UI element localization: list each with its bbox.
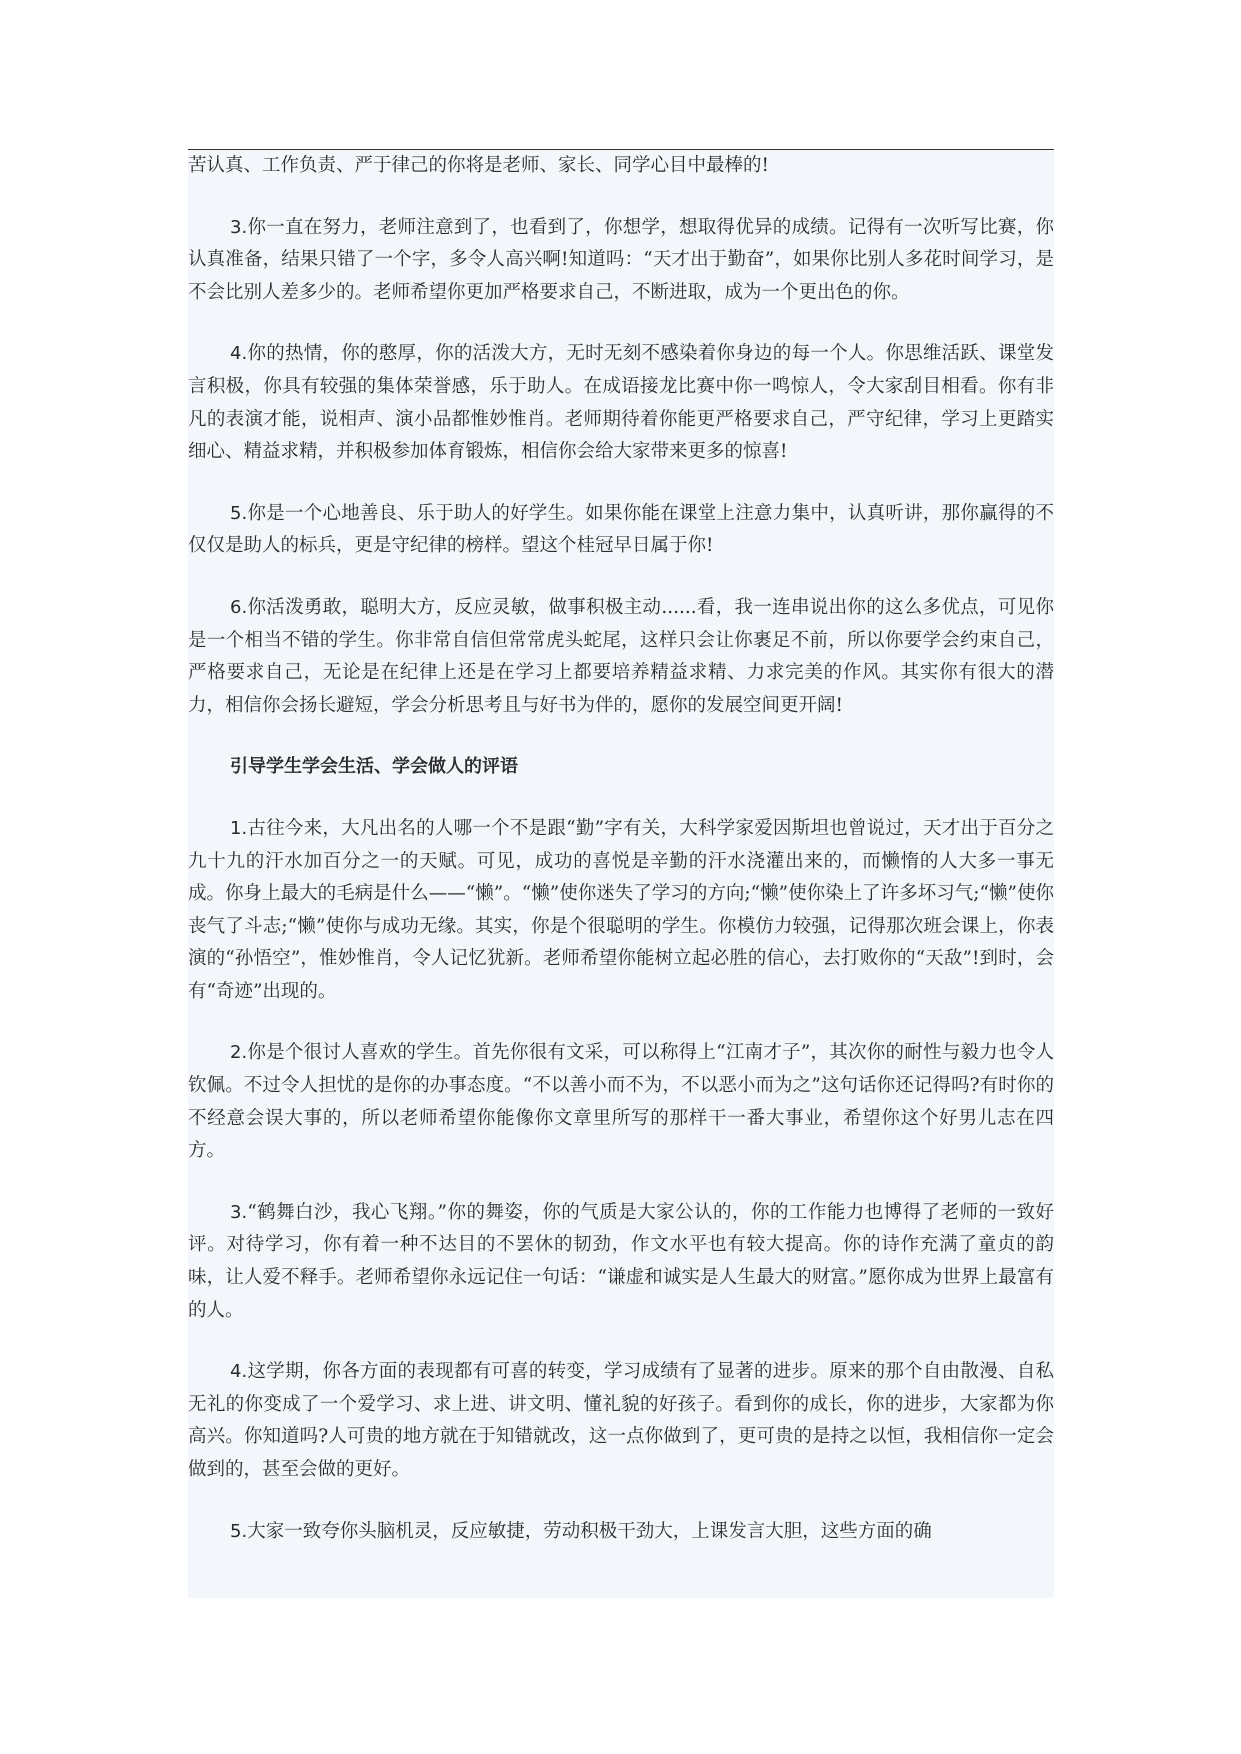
life-comment-paragraph-1 (188, 813, 1054, 1009)
comment-text: 你是一个心地善良、乐于助人的好学生。如果你能在课堂上注意力集中，认真听讲，那你赢得的不仅仅是助人的标兵，更是守纪律的榜样。望这个桂冠早日属于你! (188, 502, 1054, 557)
paragraph-gap (188, 309, 1054, 338)
comment-text: 这学期，你各方面的表现都有可喜的转变，学习成绩有了显著的进步。原来的那个自由散漫、自私无礼的你变成了一个爱学习、求上进、讲文明、懂礼貌的好孩子。看到你的成长，你的进步，大家都为你高兴。你知道吗?人可贵的地方就在于知错就改，这一点你做到了，更可贵的是持之以恒，我相信你一定会做到的，甚至会做的更好。 (188, 1361, 1054, 1480)
item-number: 6. (230, 596, 248, 618)
item-number: 5. (230, 502, 248, 524)
item-number: 4. (230, 1361, 248, 1383)
section-heading: 引导学生学会生活、学会做人的评语 (230, 756, 518, 778)
paragraph-gap (188, 1168, 1054, 1197)
item-number: 2. (230, 1042, 248, 1064)
paragraph-gap (188, 722, 1054, 751)
comment-text: 你的热情，你的憨厚，你的活泼大方，无时无刻不感染着你身边的每一个人。你思维活跃、课堂发言积极，你具有较强的集体荣誉感，乐于助人。在成语接龙比赛中你一鸣惊人，令大家刮目相看。你有非凡的表演才能，说相声、演小品都惟妙惟肖。老师期待着你能更严格要求自己，严守纪律，学习上更踏实细心、精益求精，并积极参加体育锻炼，相信你会给大家带来更多的惊喜! (188, 343, 1054, 463)
paragraph-gap (188, 1327, 1054, 1356)
comment-paragraph-4 (188, 338, 1054, 468)
life-comment-paragraph-2 (188, 1037, 1054, 1167)
comment-paragraph-3 (188, 212, 1054, 310)
life-comment-paragraph-3 (188, 1197, 1054, 1327)
paragraph-gap (188, 1008, 1054, 1037)
paragraph-gap (188, 183, 1054, 212)
comment-text: 古往今来，大凡出名的人哪一个不是跟“勤”字有关，大科学家爱因斯坦也曾说过，天才出于百分之九十九的汗水加百分之一的天赋。可见，成功的喜悦是辛勤的汗水浇灌出来的，而懒惰的人大多一事无成。你身上最大的毛病是什么——“懒”。“懒”使你迷失了学习的方向;“懒”使你染上了许多坏习气;“懒”使你丧气了斗志;“懒”使你与成功无缘。其实，你是个很聪明的学生。你模仿力较强，记得那次班会课上，你表演的“孙悟空”，惟妙惟肖，令人记忆犹新。老师希望你能树立起必胜的信心，去打败你的“天敌”!到时，会有“奇迹”出现的。 (188, 817, 1054, 1002)
document-body (188, 150, 1054, 1598)
comment-text: “鹤舞白沙，我心飞翔。”你的舞姿，你的气质是大家公认的，你的工作能力也博得了老师的一致好评。对待学习，你有着一种不达目的不罢休的韧劲，作文水平也有较大提高。你的诗作充满了童贞的韵味，让人爱不释手。老师希望你永远记住一句话：“谦虚和诚实是人生最大的财富。”愿你成为世界上最富有的人。 (188, 1201, 1054, 1321)
item-number: 1. (230, 817, 248, 839)
item-number: 4. (230, 343, 248, 365)
item-number: 5. (230, 1520, 248, 1542)
paragraph-gap (188, 1487, 1054, 1516)
item-number: 3. (230, 1201, 248, 1223)
item-number: 3. (230, 216, 248, 238)
comment-text: 你是个很讨人喜欢的学生。首先你很有文采，可以称得上“江南才子”，其次你的耐性与毅力也令人钦佩。不过令人担忧的是你的办事态度。“不以善小而不为，不以恶小而为之”这句话你还记得吗?有时你的不经意会误大事的，所以老师希望你能像你文章里所写的那样干一番大事业，希望你这个好男儿志在四方。 (188, 1042, 1054, 1162)
comment-text: 你一直在努力，老师注意到了，也看到了，你想学，想取得优异的成绩。记得有一次听写比赛，你认真准备，结果只错了一个字，多令人高兴啊!知道吗：“天才出于勤奋”，如果你比别人多花时间学习，是不会比别人差多少的。老师希望你更加严格要求自己，不断进取，成为一个更出色的你。 (188, 216, 1054, 303)
comment-text: 大家一致夸你头脑机灵，反应敏捷，劳动积极干劲大，上课发言大胆，这些方面的确 (247, 1520, 932, 1542)
paragraph-gap (188, 469, 1054, 498)
comment-text: 你活泼勇敢，聪明大方，反应灵敏，做事积极主动......看，我一连串说出你的这么多优点，可见你是一个相当不错的学生。你非常自信但常常虎头蛇尾，这样只会让你裹足不前，所以你要学会约束自己，严格要求自己，无论是在纪律上还是在学习上都要培养精益求精、力求完美的作风。其实你有很大的潜力，相信你会扬长避短，学会分析思考且与好书为伴的，愿你的发展空间更开阔! (188, 596, 1054, 716)
life-comment-paragraph-4 (188, 1356, 1054, 1486)
paragraph-gap (188, 784, 1054, 813)
comment-paragraph-5 (188, 498, 1054, 563)
life-comment-paragraph-5 (188, 1516, 1054, 1549)
continuation-paragraph: 苦认真、工作负责、严于律己的你将是老师、家长、同学心目中最棒的! (188, 155, 769, 176)
paragraph-gap (188, 563, 1054, 592)
comment-paragraph-6 (188, 592, 1054, 722)
